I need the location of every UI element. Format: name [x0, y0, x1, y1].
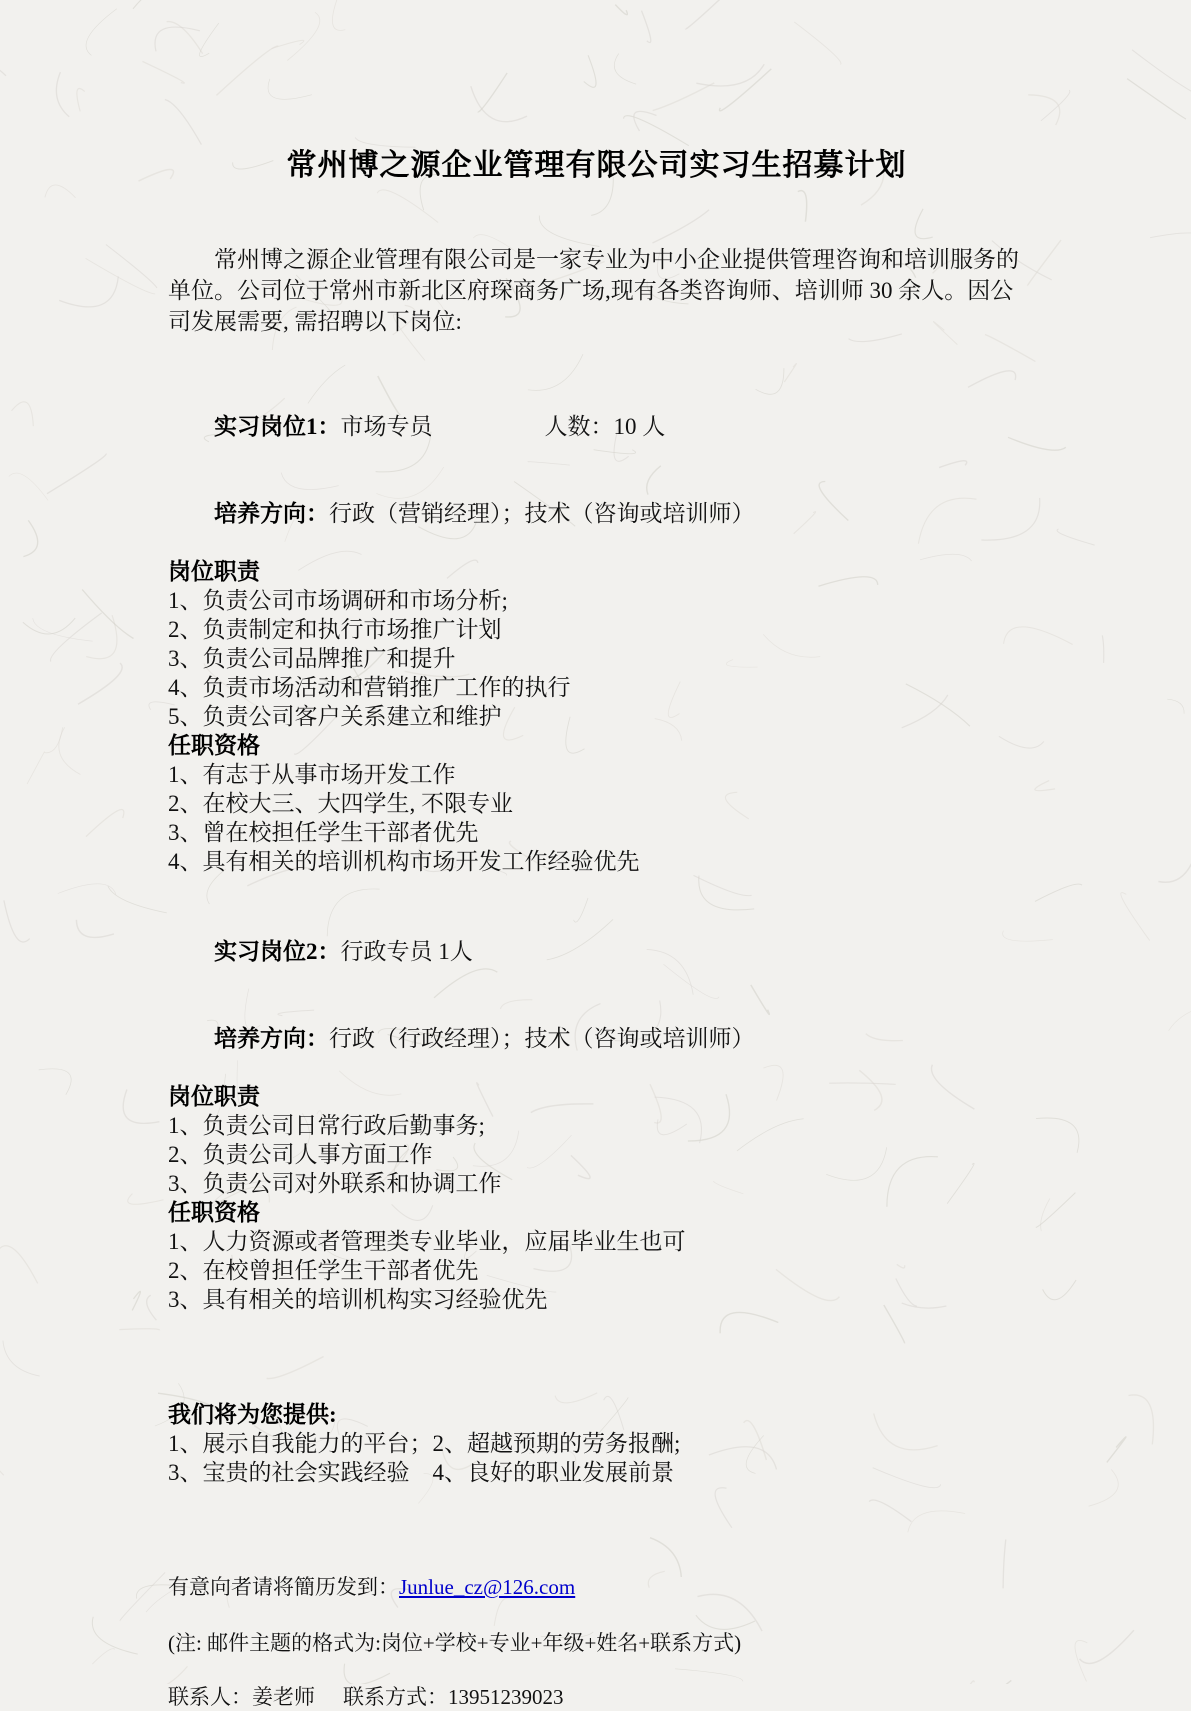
position-1-label: 实习岗位1： [214, 414, 341, 439]
position-2-direction [168, 995, 1025, 1082]
offer-title: 我们将为您提供: [168, 1402, 337, 1427]
offer-line: 3、宝贵的社会实践经验 4、良好的职业发展前景 [168, 1460, 674, 1485]
contact-section [168, 1573, 1025, 1711]
duty-item: 2、负责制定和执行市场推广计划 [168, 617, 502, 642]
position-1-header [168, 383, 1025, 470]
contact-person-line [168, 1683, 1025, 1711]
position-1-duties-title: 岗位职责 [168, 559, 260, 584]
duty-item: 5、负责公司客户关系建立和维护 [168, 704, 502, 729]
direction-label: 培养方向： [214, 1026, 329, 1051]
qualification-item: 2、在校曾担任学生干部者优先 [168, 1258, 479, 1283]
duty-item: 2、负责公司人事方面工作 [168, 1142, 433, 1167]
qualification-item: 3、曾在校担任学生干部者优先 [168, 820, 479, 845]
position-1-qualifications-title: 任职资格 [168, 733, 260, 758]
qualification-item: 1、有志于从事市场开发工作 [168, 762, 456, 787]
position-2-duties-title: 岗位职责 [168, 1084, 260, 1109]
position-2-qualifications-title: 任职资格 [168, 1200, 260, 1225]
position-1-direction [168, 470, 1025, 557]
duty-item: 1、负责公司市场调研和市场分析; [168, 588, 508, 613]
offer-line: 1、展示自我能力的平台；2、超越预期的劳务报酬; [168, 1431, 681, 1456]
position-2-label: 实习岗位2： [214, 939, 341, 964]
duty-item: 4、负责市场活动和营销推广工作的执行 [168, 675, 571, 700]
intro-paragraph: 常州博之源企业管理有限公司是一家专业为中小企业提供管理咨询和培训服务的单位。公司位于常州市新北区府琛商务广场,现有各类咨询师、培训师 30 余人。因公司发展需要, 需招聘以下岗位: [168, 247, 1019, 334]
duty-item: 3、负责公司对外联系和协调工作 [168, 1171, 502, 1196]
page-title: 常州博之源企业管理有限公司实习生招募计划 [286, 149, 907, 182]
qualification-item: 4、具有相关的培训机构市场开发工作经验优先 [168, 849, 640, 874]
internship-position-1-section [168, 383, 1025, 876]
offer-section [168, 1400, 1025, 1487]
resume-prefix: 有意向者请将簡历发到： [168, 1575, 399, 1599]
resume-email-link[interactable]: Junlue_cz@126.com [399, 1575, 576, 1599]
position-1-headcount: 人数：10 人 [544, 414, 666, 439]
qualification-item: 3、具有相关的培训机构实习经验优先 [168, 1287, 548, 1312]
resume-line [168, 1573, 1025, 1601]
qualification-item: 2、在校大三、大四学生, 不限专业 [168, 791, 513, 816]
position-1-role: 市场专员 [340, 414, 433, 439]
position-2-header [168, 908, 1025, 995]
position-2-role: 行政专员 1人 [340, 939, 473, 964]
duty-item: 3、负责公司品牌推广和提升 [168, 646, 456, 671]
direction-value: 行政（行政经理）；技术（咨询或培训师） [329, 1026, 755, 1051]
direction-value: 行政（营销经理）；技术（咨询或培训师） [329, 501, 755, 526]
qualification-item: 1、人力资源或者管理类专业毕业，应届毕业生也可 [168, 1229, 686, 1254]
contact-method: 联系方式：13951239023 [343, 1685, 564, 1709]
subject-format-note: (注: 邮件主题的格式为:岗位+学校+专业+年级+姓名+联系方式) [168, 1631, 742, 1655]
direction-label: 培养方向： [214, 501, 329, 526]
contact-person: 联系人：姜老师 [168, 1685, 315, 1709]
duty-item: 1、负责公司日常行政后勤事务; [168, 1113, 485, 1138]
internship-position-2-section [168, 908, 1025, 1314]
